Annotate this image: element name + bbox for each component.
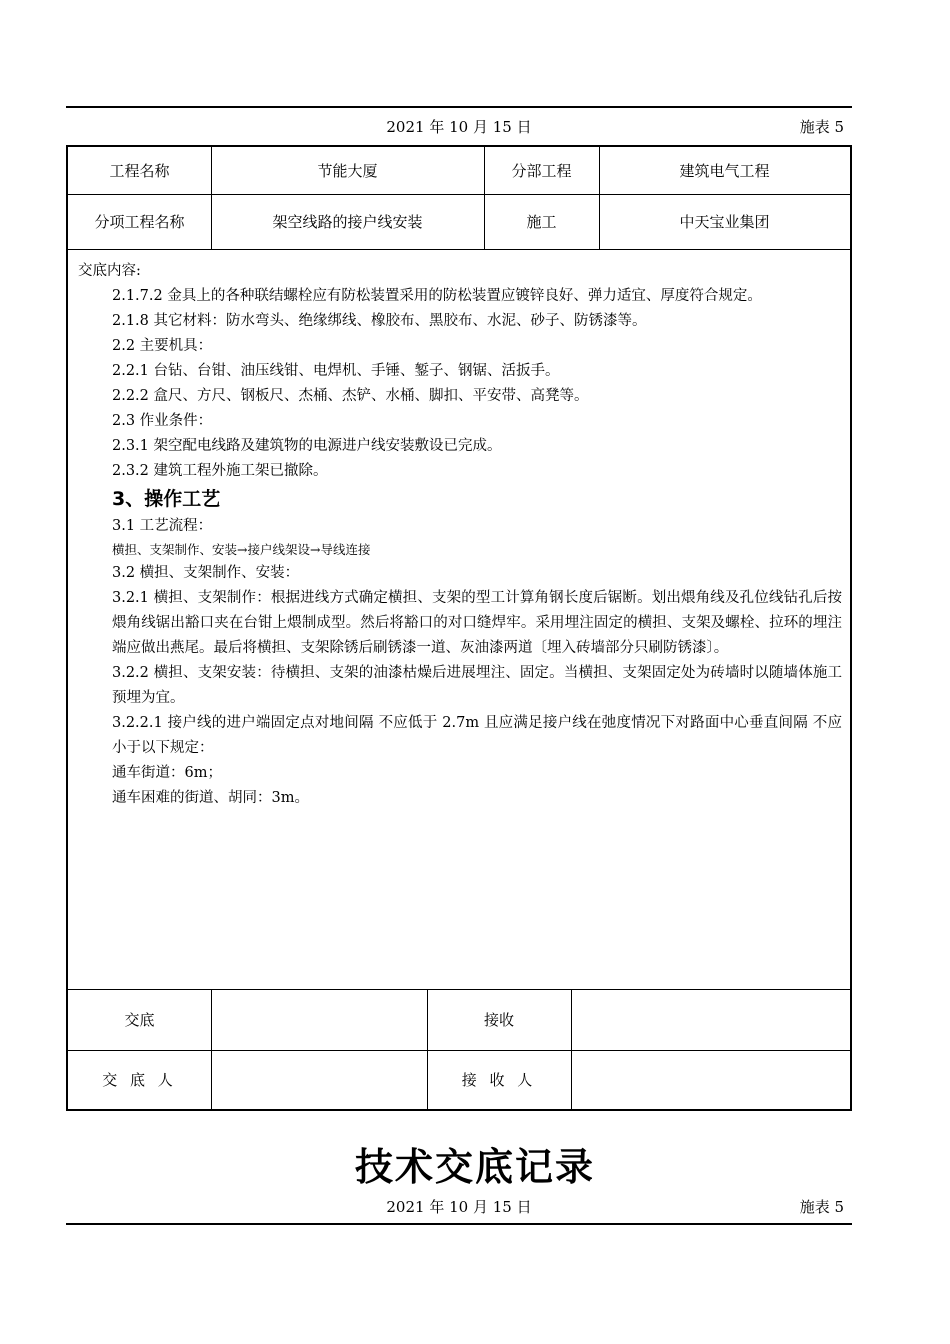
content-line: 2.3.1 架空配电线路及建筑物的电源进户线安装敷设已完成。 <box>112 438 502 454</box>
content-line: 3.2.1 横担、支架制作：根据进线方式确定横担、支架的型工计算角钢长度后锯断。划出煨角线及孔位线钻孔后按煨角线锯出豁口夹在台钳上煨制成型。然后将豁口的对口缝焊牢。采用埋注固定的横担、支架及螺栓、拉环的埋注端应做出燕尾。最后将横担、支架除锈后刷锈漆一道、灰油漆两道〔埋入砖墙部分只刷防锈漆〕。 <box>112 590 842 656</box>
header-date: 2021 年 10 月 15 日 <box>386 1198 532 1216</box>
form-number: 施表 5 <box>799 1198 844 1216</box>
header-date: 2021 年 10 月 15 日 <box>386 118 532 136</box>
handover-person-label: 交 底 人 <box>102 1071 177 1089</box>
content-line: 2.1.7.2 金具上的各种联结螺栓应有防松装置采用的防松装置应镀锌良好、弹力适宜、厚度符合规定。 <box>112 288 762 304</box>
content-line: 2.3 作业条件： <box>112 413 213 429</box>
content-line: 通车街道：6m； <box>112 765 222 781</box>
content-line: 3.2.2.1 接户线的进户端固定点对地间隔 不应低于 2.7m 且应满足接户线在弛度情况下对路面中心垂直间隔 不应小于以下规定： <box>112 715 842 756</box>
content-heading: 交底内容: <box>78 263 141 279</box>
receive-person-field[interactable] <box>571 1050 850 1109</box>
content-line: 2.1.8 其它材料：防水弯头、绝缘绑线、橡胶布、黑胶布、水泥、砂子、防锈漆等。 <box>112 313 647 329</box>
disclosure-form <box>66 145 852 1111</box>
division-label: 分部工程 <box>511 162 572 180</box>
document-title: 技术交底记录 <box>354 1145 595 1189</box>
construction-value: 中天宝业集团 <box>679 213 770 231</box>
bottom-rule <box>66 1223 852 1225</box>
project-name-label: 工程名称 <box>109 162 170 180</box>
row-divider <box>68 249 850 250</box>
subitem-name-value: 架空线路的接户线安装 <box>272 213 423 231</box>
handover-sign-field[interactable] <box>211 989 427 1050</box>
page-header <box>66 116 852 136</box>
project-name-value: 节能大厦 <box>317 162 378 180</box>
subitem-name-label: 分项工程名称 <box>94 213 185 231</box>
content-line: 2.2.1 台钻、台钳、油压线钳、电焊机、手锤、錾子、钢锯、活扳手。 <box>112 363 560 379</box>
flow-label: 3.1 工艺流程： <box>112 518 213 534</box>
form-number: 施表 5 <box>799 118 844 136</box>
top-rule <box>66 106 852 108</box>
handover-person-field[interactable] <box>211 1050 427 1109</box>
page-header <box>66 1196 852 1216</box>
content-line: 2.2 主要机具： <box>112 338 213 354</box>
section-title: 3、操作工艺 <box>112 488 221 510</box>
content-line: 2.2.2 盒尺、方尺、钢板尺、杰桶、杰铲、水桶、脚扣、平安带、高凳等。 <box>112 388 589 404</box>
content-line: 3.2 横担、支架制作、安装： <box>112 565 300 581</box>
content-line: 3.2.2 横担、支架安装：待横担、支架的油漆枯燥后进展埋注、固定。当横担、支架固定处为砖墙时以随墙体施工预埋为宜。 <box>112 665 842 706</box>
handover-label: 交底 <box>124 1011 155 1029</box>
division-value: 建筑电气工程 <box>679 162 770 180</box>
disclosure-content <box>78 259 842 811</box>
content-line: 2.3.2 建筑工程外施工架已撤除。 <box>112 463 328 479</box>
receive-label: 接收 <box>483 1011 514 1029</box>
construction-label: 施工 <box>526 213 557 231</box>
receive-person-label: 接 收 人 <box>461 1071 537 1089</box>
receive-sign-field[interactable] <box>571 989 850 1050</box>
content-line: 通车困难的街道、胡同：3m。 <box>112 790 309 806</box>
process-flow: 横担、支架制作、安装→接户线架设→导线连接 <box>112 542 371 557</box>
